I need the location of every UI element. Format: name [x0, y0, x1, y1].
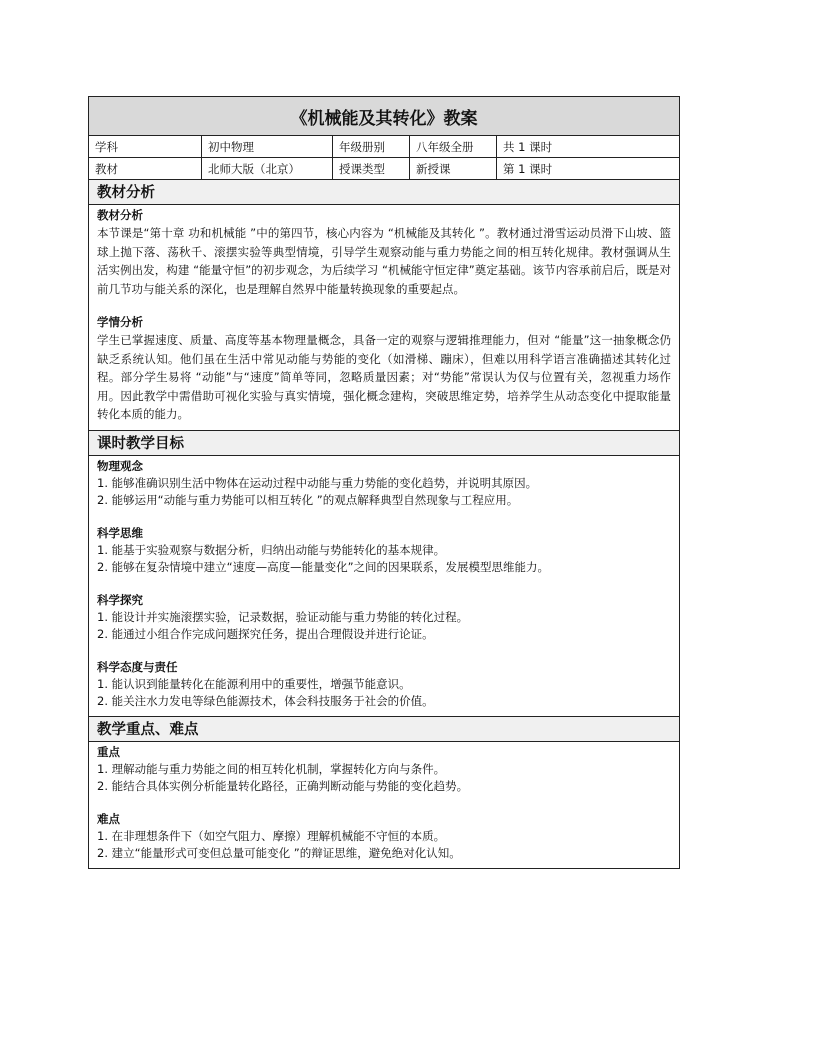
- section-heading-goals: 课时教学目标: [89, 431, 679, 456]
- grade-value: 八年级全册: [410, 136, 497, 158]
- textbook-label: 教材: [89, 158, 202, 180]
- goal-item: 1. 能设计并实施滚摆实验，记录数据，验证动能与重力势能的转化过程。: [97, 609, 469, 624]
- material-analysis-label: 教材分析: [97, 208, 143, 222]
- goal-item: 2. 能通过小组合作完成问题探究任务，提出合理假设并进行论证。: [97, 626, 434, 641]
- goal-group-label: 物理观念: [97, 458, 143, 473]
- section-body-goals: [89, 456, 679, 717]
- section-heading-keypoints: 教学重点、难点: [89, 717, 679, 742]
- title-bar: [89, 97, 679, 136]
- textbook-value: 北师大版（北京）: [202, 158, 333, 180]
- info-grid: [89, 136, 679, 180]
- student-analysis-text: 学生已掌握速度、质量、高度等基本物理量概念，具备一定的观察与逻辑推理能力，但对 “能量”这一抽象概念仍缺乏系统认知。他们虽在生活中常见动能与势能的变化（如滑梯、蹦床），但难以用科学语言准确描述其转化过程。部分学生易将 “动能”与“速度”简单等同，忽略质量因素；对“势能”常误认为仅与位置有关，忽视重力场作用。因此教学中需借助可视化实验与真实情境，强化概念建构，突破思维定势，培养学生从动态变化中提取能量转化本质的能力。: [97, 333, 671, 421]
- keypoint-group-label: 难点: [97, 811, 120, 826]
- keypoint-item: 1. 在非理想条件下（如空气阻力、摩擦）理解机械能不守恒的本质。: [97, 828, 446, 843]
- document-title: 《机械能及其转化》教案: [290, 108, 478, 129]
- material-analysis-text: 本节课是“第十章 功和机械能 ”中的第四节，核心内容为 “机械能及其转化 ”。教材通过滑雪运动员滑下山坡、篮球上抛下落、荡秋千、滚摆实验等典型情境，引导学生观察动能与重力势能之间的相互转化规律。教材强调从生活实例出发，构建 “能量守恒”的初步观念，为后续学习 “机械能守恒定律”奠定基础。该节内容承前启后，既是对前几节功与能关系的深化，也是理解自然界中能量转换现象的重要起点。: [97, 226, 671, 296]
- goal-group-label: 科学态度与责任: [97, 659, 178, 674]
- keypoint-item: 2. 能结合具体实例分析能量转化路径，正确判断动能与势能的变化趋势。: [97, 778, 469, 793]
- total-periods: 共 1 课时: [497, 136, 679, 158]
- goal-group-label: 科学思维: [97, 525, 143, 540]
- subject-value: 初中物理: [202, 136, 333, 158]
- goal-item: 1. 能认识到能量转化在能源利用中的重要性，增强节能意识。: [97, 676, 411, 691]
- goal-item: 1. 能够准确识别生活中物体在运动过程中动能与重力势能的变化趋势，并说明其原因。: [97, 475, 538, 490]
- goal-item: 1. 能基于实验观察与数据分析，归纳出动能与势能转化的基本规律。: [97, 542, 446, 557]
- goal-group-label: 科学探究: [97, 592, 143, 607]
- keypoint-item: 1. 理解动能与重力势能之间的相互转化机制，掌握转化方向与条件。: [97, 761, 446, 776]
- goal-item: 2. 能够运用“动能与重力势能可以相互转化 ”的观点解释典型自然现象与工程应用。: [97, 492, 519, 507]
- section-body-keypoints: [89, 742, 679, 868]
- section-body-analysis: [89, 205, 679, 431]
- goal-item: 2. 能关注水力发电等绿色能源技术，体会科技服务于社会的价值。: [97, 693, 434, 708]
- current-period: 第 1 课时: [497, 158, 679, 180]
- student-analysis-label: 学情分析: [97, 315, 143, 329]
- keypoint-group-label: 重点: [97, 744, 120, 759]
- section-heading-analysis: 教材分析: [89, 180, 679, 205]
- lesson-plan-table: [88, 96, 680, 869]
- goal-item: 2. 能够在复杂情境中建立“速度—高度—能量变化”之间的因果联系，发展模型思维能力。: [97, 559, 550, 574]
- subject-label: 学科: [89, 136, 202, 158]
- lesson-type-value: 新授课: [410, 158, 497, 180]
- grade-label: 年级册别: [333, 136, 410, 158]
- lesson-type-label: 授课类型: [333, 158, 410, 180]
- keypoint-item: 2. 建立“能量形式可变但总量可能变化 ”的辩证思维，避免绝对化认知。: [97, 845, 461, 860]
